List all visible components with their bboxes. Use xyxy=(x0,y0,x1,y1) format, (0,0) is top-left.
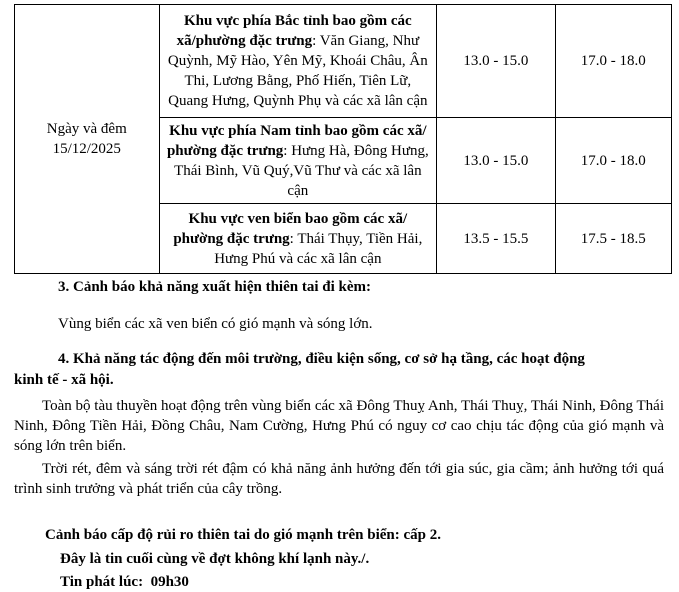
section-3-heading: 3. Cảnh báo khả năng xuất hiện thiên tai đi kèm: xyxy=(58,279,371,295)
table-row xyxy=(15,5,672,118)
section-4-heading-line1: 4. Khả năng tác động đến môi trường, điều kiện sống, cơ sở hạ tầng, các hoạt động xyxy=(58,351,585,367)
issued-time: 09h30 xyxy=(150,574,189,590)
range-min-cell: 13.0 - 15.0 xyxy=(437,5,555,118)
range-min-cell: 13.0 - 15.0 xyxy=(437,118,555,204)
date-value: 15/12/2025 xyxy=(52,141,121,157)
date-cell xyxy=(15,5,160,274)
region-title: Khu vực phía Nam tỉnh bao gồm các xã/ phường đặc trưng xyxy=(166,122,427,159)
range-max-cell: 17.0 - 18.0 xyxy=(555,118,671,204)
section-4-paragraph-2: Trời rét, đêm và sáng trời rét đậm có khả năng ảnh hưởng đến tới gia súc, gia cầm; ảnh hưởng tới quá trình sinh trưởng và phát triển của cây trồng. xyxy=(14,461,664,497)
issued-time-line xyxy=(60,572,189,592)
range-max-cell: 17.5 - 18.5 xyxy=(555,204,671,274)
forecast-table xyxy=(14,4,672,274)
region-cell xyxy=(159,118,437,204)
section-3-body: Vùng biển các xã ven biển có gió mạnh và sóng lớn. xyxy=(58,316,373,332)
section-4-heading-line2: kinh tế - xã hội. xyxy=(14,372,114,388)
region-cell xyxy=(159,5,437,118)
section-4-paragraph-1: Toàn bộ tàu thuyền hoạt động trên vùng biển các xã Đông Thuỵ Anh, Thái Thuỵ, Thái Ninh, Đông Thái Ninh, Đông Tiền Hải, Đồng Châu, Nam Cường, Hưng Phú có nguy cơ cao chịu tác động của gió mạnh và sóng lớn trên biển. xyxy=(14,398,664,454)
region-desc: : Thái Thụy, Tiền Hải, Hưng Phú và các xã lân cận xyxy=(214,230,423,267)
date-label: Ngày và đêm xyxy=(46,121,127,137)
region-desc: : Hưng Hà, Đông Hưng, Thái Bình, Vũ Quý,Vũ Thư và các xã lân cận xyxy=(174,142,429,199)
risk-level-warning: Cảnh báo cấp độ rủi ro thiên tai do gió mạnh trên biển: cấp 2. xyxy=(45,527,442,543)
range-max-cell: 17.0 - 18.0 xyxy=(555,5,671,118)
last-bulletin-note: Đây là tin cuối cùng về đợt không khí lạnh này./. xyxy=(60,551,370,567)
region-title: Khu vực ven biển bao gồm các xã/ phường đặc trưng xyxy=(173,210,408,247)
issued-label: Tin phát lúc: xyxy=(60,574,144,590)
region-cell xyxy=(159,204,437,274)
region-desc: : Văn Giang, Như Quỳnh, Mỹ Hào, Yên Mỹ, Khoái Châu, Ân Thi, Lương Bằng, Phố Hiến, Tiên Lữ, Quang Hưng, Quỳnh Phụ và các xã lân cận xyxy=(167,33,428,109)
range-min-cell: 13.5 - 15.5 xyxy=(437,204,555,274)
region-title: Khu vực phía Bắc tỉnh bao gồm các xã/phường đặc trưng xyxy=(176,13,412,49)
